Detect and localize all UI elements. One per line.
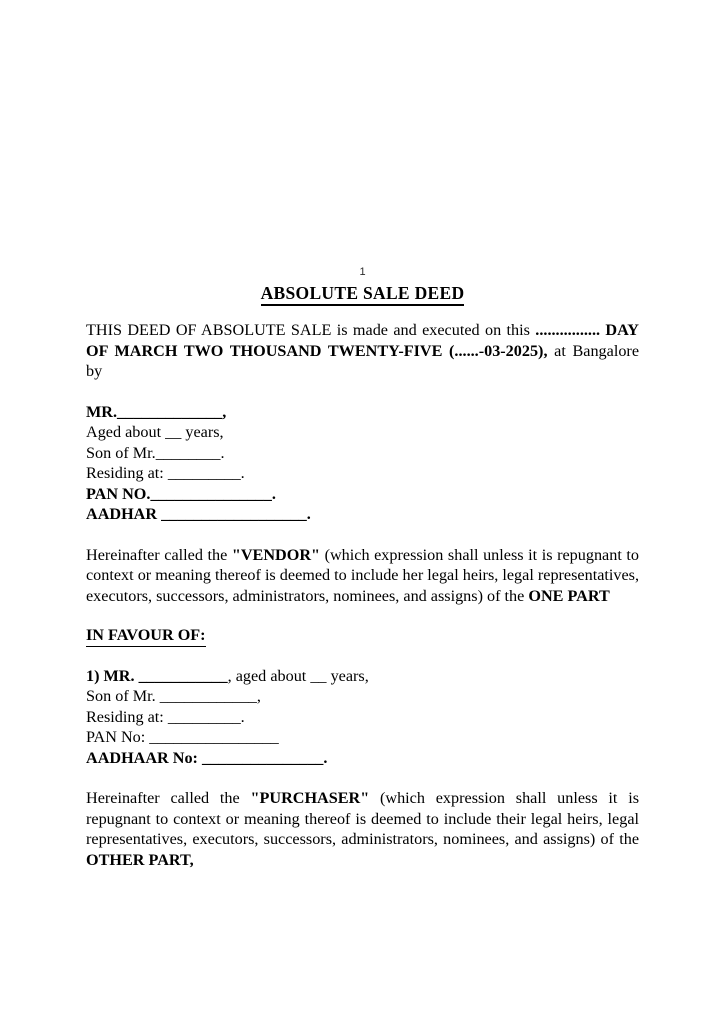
purchaser-clause-paragraph [86, 788, 639, 870]
vendor-part-label: ONE PART [528, 586, 610, 605]
spacer [86, 768, 639, 788]
purchaser-name-rest: , aged about __ years, [227, 666, 369, 685]
vendor-term: "VENDOR" [231, 545, 320, 564]
vendor-clause-lead: Hereinafter called the [86, 545, 232, 564]
vendor-age-line: Aged about __ years, [86, 423, 224, 441]
vendor-aadhar-line: AADHAR __________________. [86, 505, 311, 523]
spacer [86, 382, 639, 402]
page-title [86, 282, 639, 304]
in-favour-of-heading: IN FAVOUR OF: [86, 625, 206, 647]
vendor-clause-paragraph [86, 545, 639, 607]
spacer [86, 525, 639, 545]
vendor-father-line: Son of Mr.________. [86, 443, 225, 462]
spacer [86, 647, 639, 666]
purchaser-term: "PURCHASER" [250, 789, 370, 807]
purchaser-pan-line: PAN No: ________________ [86, 728, 279, 746]
purchaser-details-block [86, 666, 639, 769]
in-favour-of-heading-wrap [86, 625, 639, 647]
purchaser-clause-body: (which expression shall unless it is repugnant to context or meaning thereof is deemed to include their legal heirs, legal representatives, executors, successors, administrators, nominees, and assigns) of the [86, 789, 639, 848]
purchaser-residing-line: Residing at: _________. [86, 707, 245, 726]
purchaser-clause-lead: Hereinafter called the [86, 789, 251, 807]
document-body [86, 266, 639, 870]
page-title-text: ABSOLUTE SALE DEED [261, 283, 465, 306]
page-number: 1 [359, 266, 366, 278]
intro-text-part-three: at Bangalore by [86, 341, 640, 380]
spacer [86, 606, 639, 625]
intro-date-bold: ................ DAY OF MARCH TWO THOUSAND TWENTY-FIVE (......-03-2025), [86, 321, 639, 360]
purchaser-name-line [86, 666, 639, 687]
intro-text-part-one: THIS DEED OF ABSOLUTE SALE is made and executed on this [86, 321, 536, 339]
vendor-clause-body: (which expression shall unless it is repugnant to context or meaning thereof is deemed to include her legal heirs, legal representatives, executors, successors, administrators, nominees, and assigns) of the [86, 545, 640, 605]
purchaser-name-bold: 1) MR. ___________ [86, 666, 228, 685]
vendor-pan-line: PAN NO._______________. [86, 484, 276, 503]
vendor-residing-line: Residing at: _________. [86, 464, 245, 482]
vendor-details-block [86, 402, 639, 525]
purchaser-part-label: OTHER PART, [86, 850, 194, 869]
purchaser-aadhaar-line: AADHAAR No: _______________. [86, 748, 328, 767]
intro-paragraph [86, 320, 639, 382]
purchaser-father-line: Son of Mr. ____________, [86, 687, 261, 705]
vendor-name-line: MR._____________, [86, 402, 227, 421]
